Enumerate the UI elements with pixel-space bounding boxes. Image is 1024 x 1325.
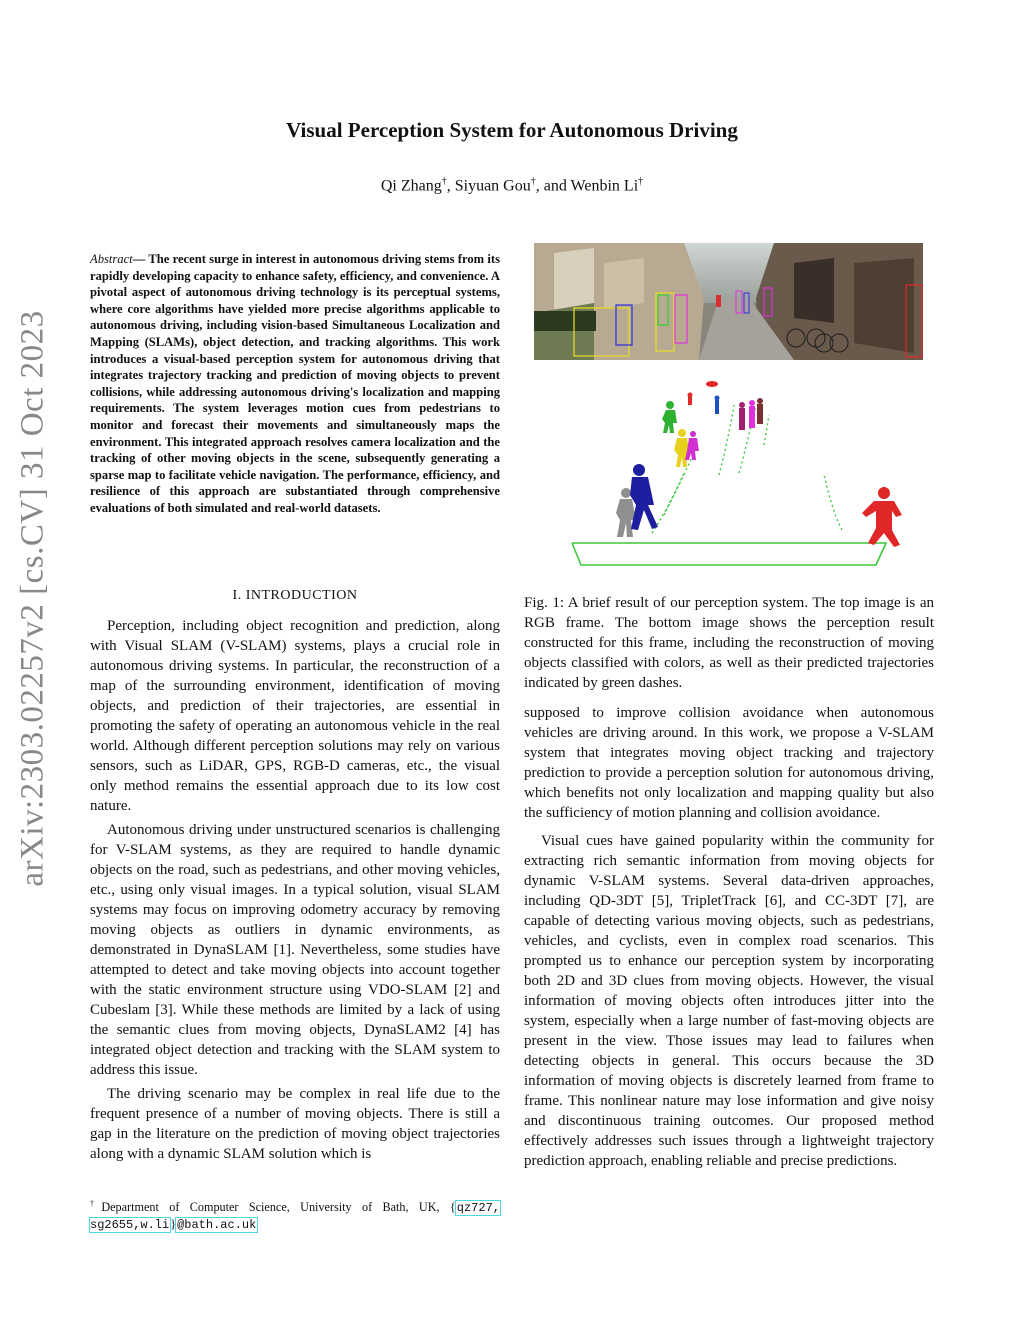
abstract-label: Abstract <box>90 252 133 266</box>
pedestrian-red <box>862 487 902 547</box>
pedestrian-blue <box>630 464 658 530</box>
author-1: Qi Zhang <box>380 177 442 195</box>
right-column-text <box>524 703 934 1175</box>
author-mark-2: † <box>530 176 536 187</box>
footnote-brace: } <box>170 1217 177 1232</box>
footnote-mark: † <box>90 1199 102 1208</box>
abstract-text: — The recent surge in interest in autonomous driving stems from its rapidly developing capacity to enhance safety, efficiency, and convenience. A pivotal aspect of autonomous driving technology is its perceptual systems, where core algorithms have yielded more precise algorithms applicable to autonomous driving, including vision-based Simultaneous Localization and Mapping (SLAMs), object detection, and tracking algorithms. This work introduces a visual-based perception system for autonomous driving that integrates trajectory tracking and prediction of moving objects to prevent collisions, while addressing autonomous driving's localization and mapping requirements. The system leverages motion cues from pedestrians to monitor and forecast their movements and simultaneously maps the environment. This integrated approach resolves camera localization and the tracking of other moving objects in the scene, subsequently generating a sparse map to facilitate vehicle navigation. The performance, efficiency, and resilience of this approach are substantiated through comprehensive evaluations of both simulated and real-world datasets. <box>90 252 500 515</box>
pedestrian-distant-group <box>688 381 764 430</box>
paragraph: The driving scenario may be complex in real life due to the frequent presence of a number of moving objects. There is still a gap in the literature on the prediction of moving object trajectories along with a dynamic SLAM solution which is <box>90 1086 500 1162</box>
author-mark-1: † <box>441 176 447 187</box>
author-3: and Wenbin Li <box>543 177 639 195</box>
pedestrian-green <box>662 401 677 433</box>
footnote <box>90 1196 500 1233</box>
paragraph: Perception, including object recognition and prediction, along with Visual SLAM (V-SLAM) systems, plays a crucial role in autonomous driving systems. In particular, the reconstruction of a map of the surrounding environment, identification of moving objects, and prediction of their trajectories, are essential in promoting the safety of operating an autonomous vehicle in the real world. Although different perception solutions may rely on various sensors, such as LiDAR, GPS, RGB-D cameras, etc., the visual only method remains the essential approach due to its low cost nature. <box>90 618 500 814</box>
rgb-frame-image <box>534 243 923 360</box>
abstract <box>90 251 500 517</box>
figure-1 <box>534 243 923 580</box>
section-number: I. <box>232 588 242 603</box>
paper-title: Visual Perception System for Autonomous Driving <box>286 118 738 142</box>
arxiv-stamp <box>8 250 58 950</box>
paragraph: supposed to improve collision avoidance when autonomous vehicles are driving around. In this work, we propose a V-SLAM system that integrates moving object tracking and trajectory prediction to provide a perception solution for autonomous driving, which benefits not only localization and mapping quality but also the sufficiency of motion planning and collision avoidance. <box>524 705 934 821</box>
section-title: INTRODUCTION <box>245 588 358 603</box>
footnote-text: Department of Computer Science, University of Bath, UK, { <box>101 1200 456 1215</box>
author-2: Siyuan Gou <box>454 177 531 195</box>
author-line: Qi Zhang†, Siyuan Gou†, and Wenbin Li† <box>380 176 644 195</box>
intro-text <box>90 616 500 1168</box>
paragraph: Autonomous driving under unstructured scenarios is challenging for V-SLAM systems, as they are required to handle dynamic objects on the road, such as pedestrians, and other moving vehicles, etc., using only visual images. In a typical solution, visual SLAM systems may focus on improving odometry accuracy by removing moving objects as outliers in dynamic environments, as demonstrated in DynaSLAM [1]. Nevertheless, some studies have attempted to detect and take moving objects into account together with the static environment structure using VDO-SLAM [2] and Cubeslam [3]. While these methods are limited by a lack of using the semantic clues from moving objects, DynaSLAM2 [4] has integrated object detection and tracking with the SLAM system to address this issue. <box>90 822 500 1078</box>
figure-caption: Fig. 1: A brief result of our perception system. The top image is an RGB frame. The bottom image shows the perception result constructed for this frame, including the reconstruction of moving objects classified with colors, as well as their predicted trajectories indicated by green dashes. <box>524 595 934 691</box>
arxiv-id: arXiv:2303.02257v2 [cs.CV] 31 Oct 2023 <box>14 310 51 887</box>
domain-link[interactable]: @bath.ac.uk <box>177 1218 257 1233</box>
perception-result-image <box>534 365 923 580</box>
section-heading <box>90 588 500 604</box>
email-link[interactable]: qz727, sg2655,w.li <box>90 1201 500 1233</box>
paragraph: Visual cues have gained popularity within the community for extracting rich semantic information from moving objects for dynamic V-SLAM systems. Several data-driven approaches, including QD-3DT [5], TripletTrack [6], and CC-3DT [7], are capable of detecting various moving objects, such as pedestrians, vehicles, and cyclists, even in complex road scenarios. This prompted us to enhance our perception system by incorporating both 2D and 3D clues from moving objects. However, the visual information of moving objects often introduces jitter into the system, especially when a large number of fast-moving objects are present in the view. Those issues may lead to failures when detecting objects in general. This occurs because the 3D information of moving objects is discretely learned from frame to frame. This nonlinear nature may lose information and give noisy and discontinuous training outcomes. Our proposed method effectively addresses such issues through a lightweight trajectory prediction approach, enabling reliable and precise predictions. <box>524 833 934 1169</box>
author-mark-3: † <box>638 176 644 187</box>
